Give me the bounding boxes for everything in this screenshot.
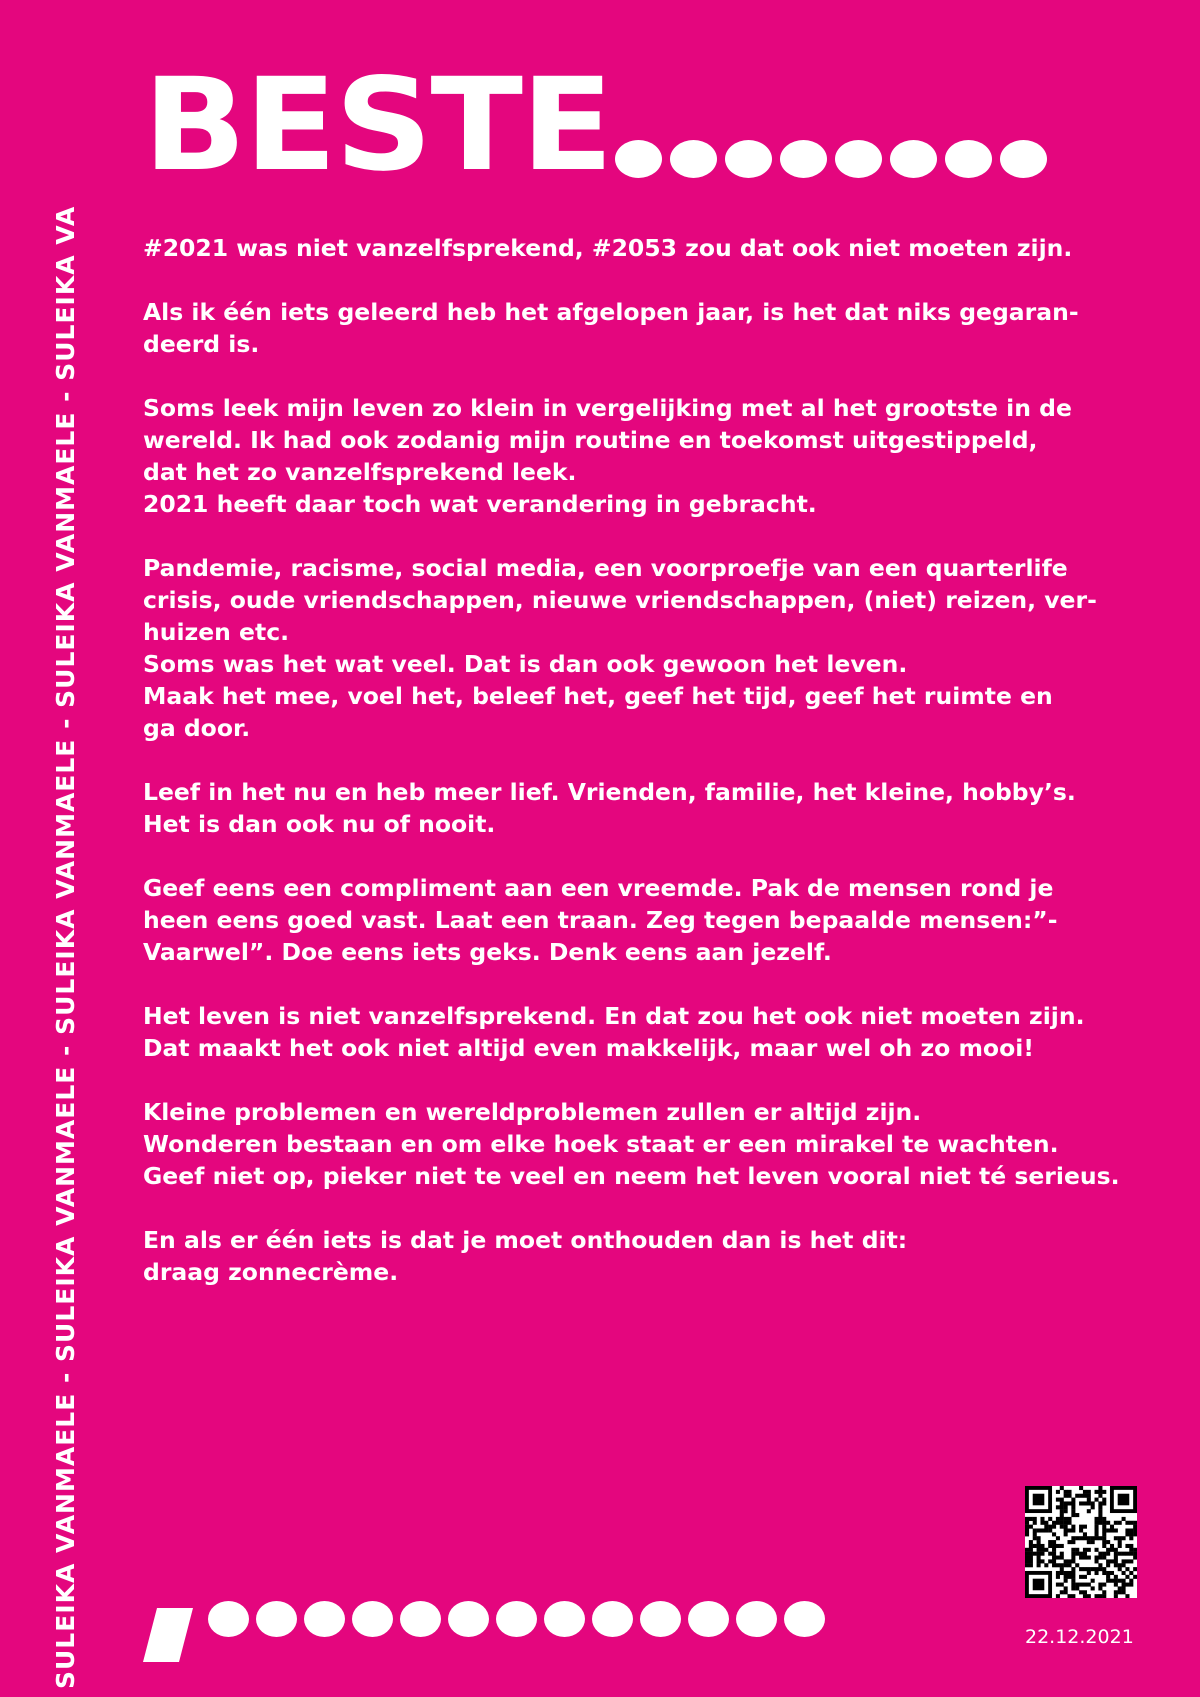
- letter-line: dat het zo vanzelfsprekend leek.: [143, 458, 577, 486]
- letter-line: Het is dan ook nu of nooit.: [143, 810, 496, 838]
- footer-dot: [256, 1601, 297, 1637]
- letter-line: Geef niet op, pieker niet te veel en neem het leven vooral niet té serieus.: [143, 1162, 1120, 1190]
- footer-dot: [208, 1601, 249, 1637]
- headline: [143, 50, 1047, 200]
- letter-line: Pandemie, racisme, social media, een voorproefje van een quarterlife: [143, 554, 1068, 582]
- footer-dot: [448, 1601, 489, 1637]
- letter-line: Geef eens een compliment aan een vreemde. Pak de mensen rond je: [143, 874, 1054, 902]
- letter-line: huizen etc.: [143, 618, 290, 646]
- headline-dot: [725, 140, 772, 178]
- headline-dot: [780, 140, 827, 178]
- letter-body: [143, 232, 1153, 1320]
- headline-dot: [835, 140, 882, 178]
- letter-line: 2021 heeft daar toch wat verandering in gebracht.: [143, 490, 817, 518]
- footer-dot: [352, 1601, 393, 1637]
- letter-paragraph: [143, 552, 1153, 744]
- letter-paragraph: [143, 232, 1153, 264]
- letter-line: heen eens goed vast. Laat een traan. Zeg tegen bepaalde mensen:”-: [143, 906, 1058, 934]
- letter-line: Leef in het nu en heb meer lief. Vrienden, familie, het kleine, hobby’s.: [143, 778, 1076, 806]
- footer-dot: [784, 1601, 825, 1637]
- letter-line: Wonderen bestaan en om elke hoek staat er een mirakel te wachten.: [143, 1130, 1059, 1158]
- letter-line: Soms was het wat veel. Dat is dan ook gewoon het leven.: [143, 650, 908, 678]
- letter-paragraph: [143, 392, 1153, 520]
- letter-line: ga door.: [143, 714, 251, 742]
- letter-line: Vaarwel”. Doe eens iets geks. Denk eens aan jezelf.: [143, 938, 832, 966]
- footer-dot: [544, 1601, 585, 1637]
- letter-line: En als er één iets is dat je moet onthouden dan is het dit:: [143, 1226, 908, 1254]
- footer-dot: [640, 1601, 681, 1637]
- letter-line: Kleine problemen en wereldproblemen zullen er altijd zijn.: [143, 1098, 922, 1126]
- headline-dot: [890, 140, 937, 178]
- qr-code[interactable]: [1025, 1486, 1137, 1598]
- letter-line: deerd is.: [143, 330, 260, 358]
- letter-line: crisis, oude vriendschappen, nieuwe vriendschappen, (niet) reizen, ver-: [143, 586, 1097, 614]
- footer-dot: [688, 1601, 729, 1637]
- footer-dot: [400, 1601, 441, 1637]
- slash-mark: [143, 1608, 193, 1662]
- letter-paragraph: [143, 1096, 1153, 1192]
- letter-line: Dat maakt het ook niet altijd even makkelijk, maar wel oh zo mooi!: [143, 1034, 1034, 1062]
- letter-line: Het leven is niet vanzelfsprekend. En dat zou het ook niet moeten zijn.: [143, 1002, 1085, 1030]
- letter-line: #2021 was niet vanzelfsprekend, #2053 zou dat ook niet moeten zijn.: [143, 234, 1073, 262]
- letter-paragraph: [143, 776, 1153, 840]
- letter-paragraph: [143, 872, 1153, 968]
- letter-line: wereld. Ik had ook zodanig mijn routine en toekomst uitgestippeld,: [143, 426, 1038, 454]
- letter-paragraph: [143, 296, 1153, 360]
- page-title: BESTE: [143, 51, 612, 200]
- letter-line: Soms leek mijn leven zo klein in vergelijking met al het grootste in de: [143, 394, 1072, 422]
- headline-dots: [615, 140, 1047, 178]
- footer-dot: [592, 1601, 633, 1637]
- date-label: 22.12.2021: [1025, 1626, 1134, 1648]
- footer-dots: [208, 1601, 825, 1637]
- letter-line: Als ik één iets geleerd heb het afgelopen jaar, is het dat niks gegaran-: [143, 298, 1079, 326]
- letter-paragraph: [143, 1224, 1153, 1288]
- author-name-strip: SULEIKA VANMAELE - SULEIKA VANMAELE - SULEIKA VANMAELE - SULEIKA VANMAELE - SULEIKA VA: [51, 205, 80, 1689]
- headline-dot: [1000, 140, 1047, 178]
- letter-line: Maak het mee, voel het, beleef het, geef het tijd, geef het ruimte en: [143, 682, 1053, 710]
- footer-dot: [304, 1601, 345, 1637]
- letter-line: draag zonnecrème.: [143, 1258, 399, 1286]
- footer-dot: [496, 1601, 537, 1637]
- letter-paragraph: [143, 1000, 1153, 1064]
- headline-dot: [615, 140, 662, 178]
- footer-dot: [736, 1601, 777, 1637]
- qr-code-icon: [1025, 1486, 1137, 1598]
- headline-dot: [670, 140, 717, 178]
- headline-dot: [945, 140, 992, 178]
